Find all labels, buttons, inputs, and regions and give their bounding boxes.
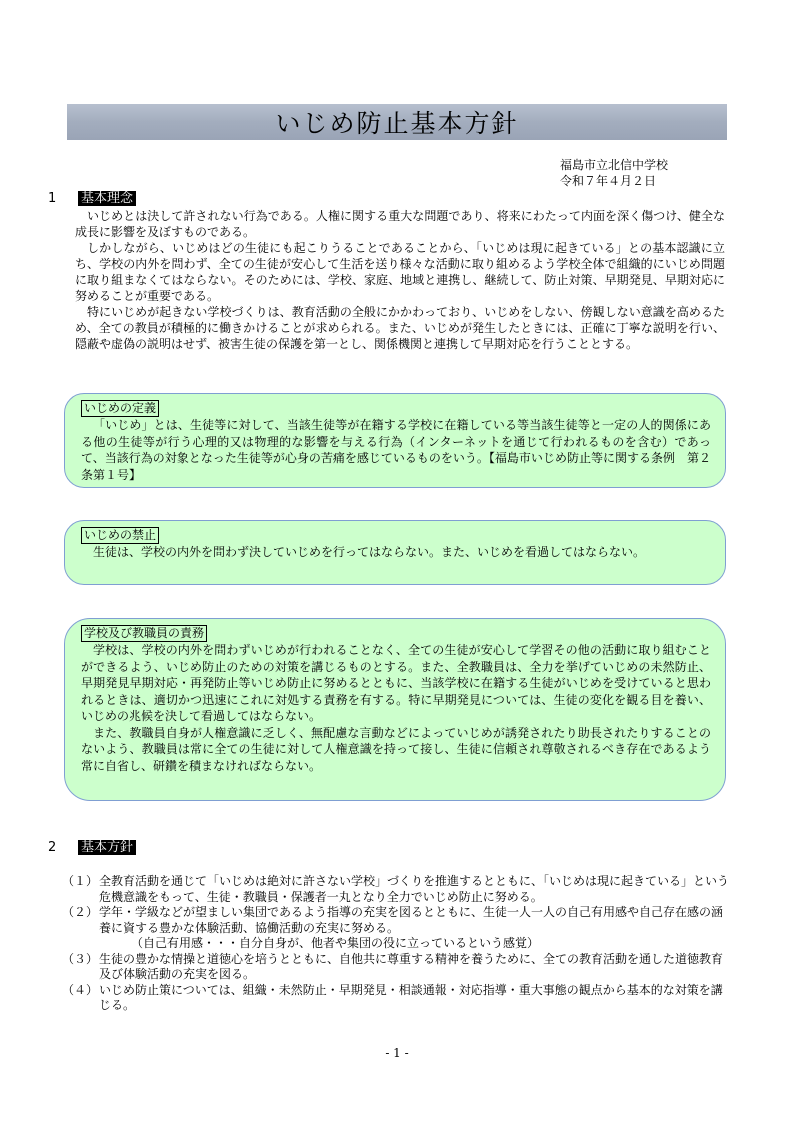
section1-number: 1 bbox=[48, 191, 57, 206]
definition-box-text: 「いじめ」とは、生徒等に対して、当該生徒等が在籍する学校に在籍している等当該生徒等と一定の人的関係にある他の生徒等が行う心理的又は物理的な影響を与える行為（インターネットを通じて行われるものを含む）であって、当該行為の対象となった生徒等が心身の苦痛を感じているものをいう。【福島市いじめ防止等に関する条例 第２条第１号】 bbox=[81, 418, 711, 482]
list-item-marker: （１） bbox=[62, 874, 99, 888]
section2-heading bbox=[48, 839, 136, 857]
section1-paragraph-2: しかしながら、いじめはどの生徒にも起こりうることであることから、「いじめは現に起きている」との基本認識に立ち、学校の内外を問わず、全ての生徒が安心して生活を送り様々な活動に取り組めるよう学校全体で組織的にいじめ問題に取り組まなくてはならない。そのためには、学校、家庭、地域と連携し、継続して、防止対策、早期発見、早期対応に努めることが重要である。 bbox=[75, 241, 725, 303]
definition-box bbox=[64, 393, 726, 488]
list-item-text bbox=[99, 905, 732, 952]
prohibition-box-title: いじめの禁止 bbox=[81, 527, 159, 544]
duty-box-paragraph-2: また、教職員自身が人権意識に乏しく、無配慮な言動などによっていじめが誘発されたり助長されたりすることのないよう、教職員は常に全ての生徒に対して人権意識を持って接し、生徒に信頼され尊敬されるべき存在であるよう常に自省し、研鑽を積まなければならない。 bbox=[81, 725, 711, 773]
list-item-marker: （４） bbox=[62, 982, 99, 997]
list-item-text: いじめ防止策については、組織・未然防止・早期発見・相談通報・対応指導・重大事態の観点から基本的な対策を講じる。 bbox=[99, 982, 723, 1012]
duty-box-paragraph-1: 学校は、学校の内外を問わずいじめが行われることなく、全ての生徒が安心して学習その他の活動に取り組むことができるよう、いじめ防止のための対策を講じるものとする。また、全教職員は、全力を挙げていじめの未然防止、早期発見早期対応・再発防止等いじめ防止に努めるとともに、当該学校に在籍する生徒がいじめを受けていると思われるときは、適切かつ迅速にこれに対処する責務を有する。特に早期発見については、生徒の変化を観る目を養い、いじめの兆候を決して看過してはならない。 bbox=[81, 643, 711, 723]
section2-number: 2 bbox=[48, 840, 57, 855]
section1-body bbox=[75, 208, 725, 352]
page-number: - 1 - bbox=[385, 1046, 409, 1060]
list-item-marker: （２） bbox=[62, 905, 99, 919]
duty-box-title: 学校及び教職員の責務 bbox=[81, 625, 207, 642]
school-name: 福島市立北信中学校 bbox=[560, 158, 669, 172]
section1-paragraph-1: いじめとは決して許されない行為である。人権に関する重大な問題であり、将来にわたって内面を深く傷つけ、健全な成長に影響を及ぼすものである。 bbox=[75, 209, 725, 239]
section1-paragraph-3: 特にいじめが起きない学校づくりは、教育活動の全般にかかわっており、いじめをしない、傍観しない意識を高めるため、全ての教員が積極的に働きかけることが求められる。また、いじめが発生したときには、正確に丁寧な説明を行い、隠蔽や虚偽の説明はせず、被害生徒の保護を第一とし、関係機関と連携して早期対応を行うこととする。 bbox=[75, 305, 725, 351]
list-item bbox=[62, 952, 732, 983]
duty-box bbox=[64, 618, 726, 801]
section2-list bbox=[62, 874, 732, 1014]
definition-box-title: いじめの定義 bbox=[81, 400, 159, 417]
prohibition-box bbox=[64, 520, 726, 585]
issue-date: 令和７年４月２日 bbox=[560, 174, 657, 188]
section2-label: 基本方針 bbox=[78, 840, 136, 855]
list-item bbox=[62, 874, 732, 905]
section1-heading bbox=[48, 190, 136, 208]
list-item bbox=[62, 983, 732, 1014]
page-title: いじめ防止基本方針 bbox=[275, 109, 519, 138]
list-item-text: 生徒の豊かな情操と道徳心を培うとともに、自他共に尊重する精神を養うために、全ての教育活動を通した道徳教育及び体験活動の充実を図る。 bbox=[99, 951, 724, 981]
prohibition-box-text: 生徒は、学校の内外を問わず決していじめを行ってはならない。また、いじめを看過してはならない。 bbox=[93, 545, 646, 559]
section1-label: 基本理念 bbox=[78, 191, 136, 206]
list-item-note: （自己有用感・・・自分自身が、他者や集団の役に立っているという感覚） bbox=[131, 936, 540, 950]
list-item-main: 学年・学級などが望ましい集団であるよう指導の充実を図るとともに、生徒一人一人の自己有用感や自己存在感の涵養に資する豊かな体験活動、協働活動の充実に努める。 bbox=[99, 905, 724, 935]
list-item-text: 全教育活動を通じて「いじめは絶対に許さない学校」づくりを推進するとともに、「いじめは現に起きている」という危機意識をもって、生徒・教職員・保護者一丸となり全力でいじめ防止に努める。 bbox=[99, 874, 730, 904]
list-item bbox=[62, 905, 732, 952]
organization-block bbox=[560, 157, 668, 189]
title-banner bbox=[67, 104, 727, 140]
list-item-marker: （３） bbox=[62, 951, 99, 966]
